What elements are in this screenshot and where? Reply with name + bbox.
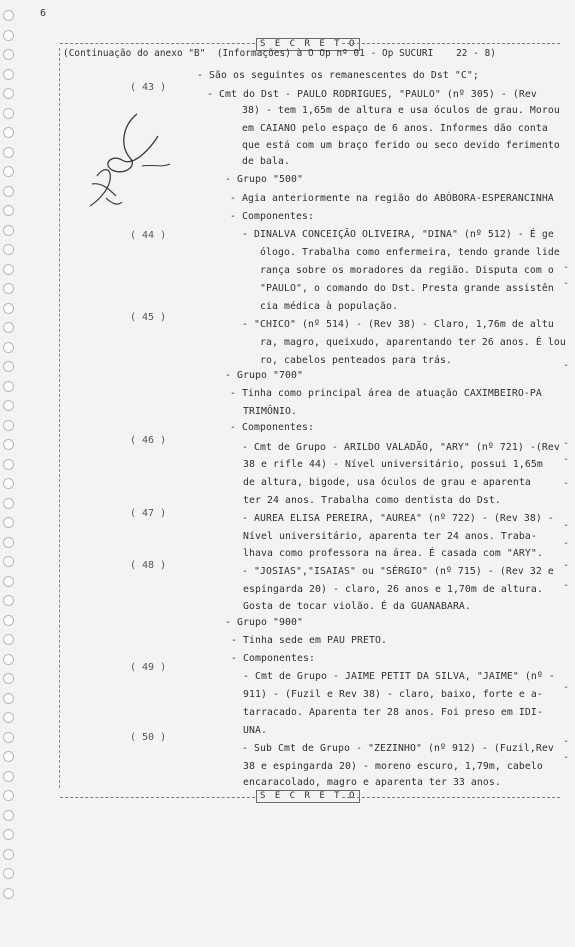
item-number: ( 48 ) [130, 560, 167, 571]
feed-hole [3, 400, 14, 411]
feed-hole [3, 673, 14, 684]
right-margin-mark: - [563, 736, 570, 747]
feed-hole [3, 751, 14, 762]
right-margin-mark: - [563, 682, 570, 693]
text-line: - Agia anteriormente na região do ABÓBORA-ESPERANCINHA [230, 193, 554, 204]
text-line: encaracolado, magro e aparenta ter 33 anos. [243, 777, 501, 788]
right-margin-mark: - [563, 454, 570, 465]
feed-hole [3, 205, 14, 216]
text-line: Nível universitário, aparenta ter 24 anos. Traba- [243, 531, 537, 542]
feed-hole [3, 186, 14, 197]
right-margin-mark: - [563, 478, 570, 489]
text-line: ro, cabelos penteados para trás. [260, 355, 452, 366]
text-line: - Grupo "500" [225, 174, 303, 185]
feed-hole [3, 108, 14, 119]
feed-hole [3, 225, 14, 236]
feed-hole [3, 771, 14, 782]
feed-hole [3, 654, 14, 665]
handwritten-signature [82, 106, 177, 216]
feed-hole [3, 166, 14, 177]
item-number: ( 45 ) [130, 312, 167, 323]
feed-hole [3, 790, 14, 801]
text-line: - Tinha como principal área de atuação CAXIMBEIRO-PA [230, 388, 542, 399]
text-line: - "CHICO" (nº 514) - (Rev 38) - Claro, 1,76m de altu [242, 319, 554, 330]
feed-hole [3, 342, 14, 353]
feed-hole [3, 868, 14, 879]
feed-hole [3, 147, 14, 158]
item-number: ( 43 ) [130, 82, 167, 93]
header-continuation: (Continuação do anexo "B" (Informações) à O Op nº 01 - Op SUCURI 22 - 8) [63, 48, 496, 59]
feed-hole [3, 517, 14, 528]
feed-hole [3, 498, 14, 509]
text-line: rança sobre os moradores da região. Disputa com o [260, 265, 554, 276]
feed-hole [3, 829, 14, 840]
footer-rule-right [342, 797, 560, 798]
feed-hole [3, 459, 14, 470]
item-number: ( 49 ) [130, 662, 167, 673]
tractor-feed-holes [3, 10, 17, 910]
header-stamp: S E C R E T O [256, 38, 360, 51]
feed-hole [3, 127, 14, 138]
text-line: - Cmt de Grupo - JAIME PETIT DA SILVA, "JAIME" (nº - [243, 671, 555, 682]
right-margin-mark: - [563, 360, 570, 371]
feed-hole [3, 693, 14, 704]
item-number: ( 47 ) [130, 508, 167, 519]
item-number: ( 44 ) [130, 230, 167, 241]
text-line: - São os seguintes os remanescentes do Dst "C"; [197, 70, 479, 81]
feed-hole [3, 615, 14, 626]
text-line: - Tinha sede em PAU PRETO. [231, 635, 387, 646]
right-margin-mark: - [563, 438, 570, 449]
text-line: 38 e espingarda 20) - moreno escuro, 1,79m, cabelo [243, 761, 543, 772]
text-line: ter 24 anos. Trabalha como dentista do Dst. [243, 495, 501, 506]
text-line: Gosta de tocar violão. É da GUANABARA. [243, 601, 471, 612]
right-margin-mark: - [563, 538, 570, 549]
text-line: cia médica à população. [260, 301, 398, 312]
feed-hole [3, 264, 14, 275]
feed-hole [3, 244, 14, 255]
text-line: - Sub Cmt de Grupo - "ZEZINHO" (nº 912) - (Fuzil,Rev [242, 743, 554, 754]
text-line: UNA. [243, 725, 267, 736]
feed-hole [3, 595, 14, 606]
text-line: - DINALVA CONCEIÇÃO OLIVEIRA, "DINA" (nº 512) - É ge [242, 229, 554, 240]
header-rule-left [60, 43, 255, 44]
text-line: lhava como professora na área. É casada com "ARY". [243, 548, 543, 559]
text-line: - Componentes: [230, 211, 314, 222]
feed-hole [3, 712, 14, 723]
text-line: - Componentes: [231, 653, 315, 664]
feed-hole [3, 303, 14, 314]
feed-hole [3, 69, 14, 80]
feed-hole [3, 576, 14, 587]
text-line: - Grupo "900" [225, 617, 303, 628]
text-line: 38) - tem 1,65m de altura e usa óculos de grau. Morou [242, 105, 560, 116]
feed-hole [3, 88, 14, 99]
text-line: - Grupo "700" [225, 370, 303, 381]
feed-hole [3, 634, 14, 645]
item-number: ( 46 ) [130, 435, 167, 446]
feed-hole [3, 30, 14, 41]
text-line: que está com um braço ferido ou seco devido ferimento [242, 140, 560, 151]
text-line: ólogo. Trabalha como enfermeira, tendo grande lide [260, 247, 560, 258]
feed-hole [3, 381, 14, 392]
feed-hole [3, 849, 14, 860]
feed-hole [3, 49, 14, 60]
feed-hole [3, 361, 14, 372]
text-line: em CAIANO pelo espaço de 6 anos. Informes dão conta [242, 123, 548, 134]
feed-hole [3, 810, 14, 821]
text-line: - AUREA ELISA PEREIRA, "AUREA" (nº 722) - (Rev 38) - [242, 513, 554, 524]
feed-hole [3, 283, 14, 294]
feed-hole [3, 888, 14, 899]
header-rule-right [342, 43, 560, 44]
text-line: 911) - (Fuzil e Rev 38) - claro, baixo, forte e a- [243, 689, 543, 700]
feed-hole [3, 439, 14, 450]
text-line: ra, magro, queixudo, aparentando ter 26 anos. É lou [260, 337, 566, 348]
feed-hole [3, 478, 14, 489]
corner-mark: 6 [40, 8, 47, 19]
right-margin-mark: - [563, 520, 570, 531]
feed-hole [3, 322, 14, 333]
footer-rule-left [60, 797, 255, 798]
feed-hole [3, 537, 14, 548]
feed-hole [3, 732, 14, 743]
text-line: "PAULO", o comando do Dst. Presta grande assistên [260, 283, 554, 294]
right-margin-mark: - [563, 262, 570, 273]
text-line: - Cmt de Grupo - ARILDO VALADÃO, "ARY" (nº 721) -(Rev [242, 442, 560, 453]
text-line: espingarda 20) - claro, 26 anos e 1,70m de altura. [243, 584, 543, 595]
text-line: tarracado. Aparenta ter 28 anos. Foi preso em IDI- [243, 707, 543, 718]
feed-hole [3, 420, 14, 431]
right-margin-mark: - [563, 560, 570, 571]
right-margin-mark: - [563, 278, 570, 289]
text-line: - "JOSIAS","ISAIAS" ou "SÉRGIO" (nº 715) - (Rev 32 e [242, 566, 554, 577]
left-margin-rule [59, 48, 60, 788]
item-number: ( 50 ) [130, 732, 167, 743]
text-line: - Componentes: [230, 422, 314, 433]
right-margin-mark: - [563, 752, 570, 763]
text-line: - Cmt do Dst - PAULO RODRIGUES, "PAULO" (nº 305) - (Rev [207, 89, 537, 100]
footer-stamp: S E C R E T O [256, 790, 360, 803]
text-line: 38 e rifle 44) - Nível universitário, possui 1,65m [243, 459, 543, 470]
feed-hole [3, 10, 14, 21]
text-line: de altura, bigode, usa óculos de grau e aparenta [243, 477, 531, 488]
text-line: TRIMÔNIO. [243, 406, 297, 417]
text-line: de bala. [242, 156, 290, 167]
right-margin-mark: - [563, 580, 570, 591]
feed-hole [3, 556, 14, 567]
